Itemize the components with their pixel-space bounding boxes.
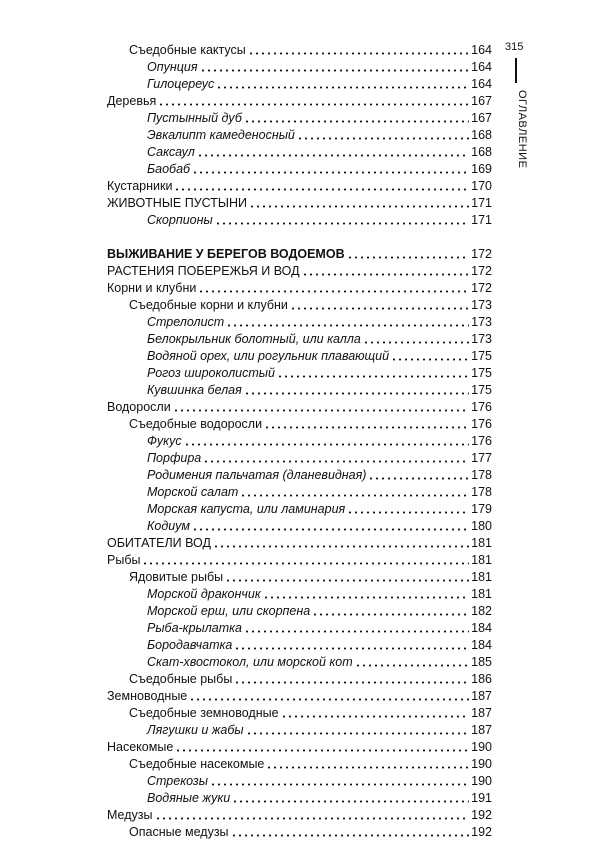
toc-entry[interactable] [107,331,492,348]
dot-leader [234,681,469,684]
toc-entry-title: Корни и клубни [107,281,197,295]
toc-entry-title: ВЫЖИВАНИЕ У БЕРЕГОВ ВОДОЕМОВ [107,247,345,261]
toc-entry[interactable] [107,144,492,161]
toc-entry[interactable] [107,586,492,603]
dot-leader [244,120,469,123]
toc-entry[interactable] [107,790,492,807]
toc-entry-title: Съедобные кактусы [129,43,246,57]
toc-entry-page: 184 [471,638,492,652]
toc-entry-page: 172 [471,281,492,295]
dot-leader [155,817,470,820]
running-head: ОГЛАВЛЕНИЕ [516,90,528,169]
dot-leader [297,137,469,140]
toc-entry[interactable] [107,382,492,399]
toc-entry-title: Родимения пальчатая (дланевидная) [147,468,367,482]
dot-leader [277,375,469,378]
toc-entry[interactable] [107,76,492,93]
section-gap [107,229,492,246]
dot-leader [249,205,469,208]
toc-entry[interactable] [107,297,492,314]
toc-entry-title: ОБИТАТЕЛИ ВОД [107,536,211,550]
toc-entry-page: 187 [471,689,492,703]
toc-entry-page: 176 [471,400,492,414]
dot-leader [234,647,469,650]
toc-entry-title: Морская капуста, или ламинария [147,502,346,516]
toc-entry[interactable] [107,178,492,195]
dot-leader [198,290,469,293]
dot-leader [347,256,470,259]
toc-entry-page: 181 [471,536,492,550]
dot-leader [281,715,470,718]
dot-leader [266,766,469,769]
toc-entry[interactable] [107,263,492,280]
toc-entry-title: ЖИВОТНЫЕ ПУСТЫНИ [107,196,247,210]
toc-entry-page: 187 [471,723,492,737]
toc-entry[interactable] [107,535,492,552]
toc-entry-page: 176 [471,417,492,431]
toc-entry[interactable] [107,688,492,705]
toc-entry-page: 186 [471,672,492,686]
toc-entry-title: Бородавчатка [147,638,233,652]
toc-entry-page: 169 [471,162,492,176]
table-of-contents [107,42,492,841]
toc-entry-title: Пустынный дуб [147,111,242,125]
toc-entry-title: Ядовитые рыбы [129,570,224,584]
toc-entry-page: 164 [471,60,492,74]
toc-entry-title: Съедобные водоросли [129,417,263,431]
toc-entry[interactable] [107,467,492,484]
toc-entry-title: Морской ерш, или скорпена [147,604,311,618]
toc-entry-page: 184 [471,621,492,635]
toc-entry-page: 190 [471,757,492,771]
toc-entry-title: Скорпионы [147,213,213,227]
toc-entry-page: 190 [471,774,492,788]
dot-leader [290,307,469,310]
toc-entry-page: 175 [471,383,492,397]
toc-entry-title: Рогоз широколистый [147,366,275,380]
toc-entry-title: Кувшинка белая [147,383,242,397]
toc-entry[interactable] [107,212,492,229]
dot-leader [184,443,470,446]
toc-entry-page: 168 [471,145,492,159]
dot-leader [246,732,470,735]
toc-entry-page: 178 [471,468,492,482]
toc-entry-title: Порфира [147,451,202,465]
toc-entry-page: 164 [471,77,492,91]
toc-entry[interactable] [107,705,492,722]
toc-entry-title: Морской салат [147,485,239,499]
toc-entry[interactable] [107,654,492,671]
toc-entry[interactable] [107,416,492,433]
toc-entry-title: Опасные медузы [129,825,229,839]
dot-leader [231,834,470,837]
toc-entry-title: Опунция [147,60,198,74]
dot-leader [158,103,469,106]
toc-entry-title: Съедобные корни и клубни [129,298,288,312]
toc-entry-page: 181 [471,570,492,584]
toc-entry[interactable] [107,569,492,586]
toc-entry-title: Рыбы [107,553,141,567]
toc-entry-page: 173 [471,298,492,312]
dot-leader [174,188,469,191]
toc-entry-page: 172 [471,247,492,261]
toc-entry[interactable] [107,722,492,739]
toc-entry[interactable] [107,807,492,824]
toc-entry-title: Гилоцереус [147,77,215,91]
toc-entry[interactable] [107,93,492,110]
dot-leader [264,426,469,429]
toc-entry-title: Съедобные рыбы [129,672,233,686]
toc-entry[interactable] [107,161,492,178]
dot-leader [363,341,469,344]
dot-leader [347,511,469,514]
toc-entry-title: Съедобные насекомые [129,757,265,771]
dot-leader [213,545,469,548]
toc-entry-page: 190 [471,740,492,754]
dot-leader [173,409,469,412]
toc-entry[interactable] [107,552,492,569]
toc-entry-title: Деревья [107,94,157,108]
toc-entry-page: 192 [471,808,492,822]
dot-leader [302,273,470,276]
toc-entry-title: Лягушки и жабы [147,723,244,737]
dot-leader [189,698,469,701]
toc-entry-page: 167 [471,111,492,125]
dot-leader [216,86,469,89]
toc-entry-title: Саксаул [147,145,195,159]
toc-entry-page: 176 [471,434,492,448]
dot-leader [225,579,469,582]
toc-entry-title: Водяные жуки [147,791,231,805]
toc-entry-page: 175 [471,366,492,380]
toc-entry-title: Фукус [147,434,182,448]
toc-entry-page: 192 [471,825,492,839]
dot-leader [263,596,469,599]
toc-entry[interactable] [107,127,492,144]
toc-entry[interactable] [107,365,492,382]
toc-entry-title: Водоросли [107,400,171,414]
toc-entry-title: Баобаб [147,162,191,176]
toc-entry[interactable] [107,824,492,841]
dot-leader [215,222,469,225]
toc-entry-title: Водяной орех, или рогульник плавающий [147,349,390,363]
dot-leader [226,324,469,327]
toc-entry-title: Стрелолист [147,315,225,329]
toc-entry-title: Морской дракончик [147,587,261,601]
toc-entry-page: 181 [471,587,492,601]
toc-entry-title: Насекомые [107,740,174,754]
toc-entry[interactable] [107,603,492,620]
toc-entry-page: 172 [471,264,492,278]
dot-leader [244,392,469,395]
toc-entry[interactable] [107,42,492,59]
toc-entry[interactable] [107,433,492,450]
toc-entry[interactable] [107,501,492,518]
toc-entry-page: 175 [471,349,492,363]
dot-leader [248,52,469,55]
dot-leader [175,749,469,752]
toc-entry[interactable] [107,773,492,790]
toc-entry-title: Белокрыльник болотный, или калла [147,332,361,346]
dot-leader [200,69,470,72]
toc-entry[interactable] [107,59,492,76]
toc-entry-title: РАСТЕНИЯ ПОБЕРЕЖЬЯ И ВОД [107,264,300,278]
toc-entry[interactable] [107,280,492,297]
dot-leader [232,800,469,803]
page-number: 315 [505,41,524,53]
toc-entry[interactable] [107,671,492,688]
dot-leader [312,613,469,616]
dot-leader [391,358,469,361]
toc-entry-page: 181 [471,553,492,567]
toc-entry-page: 179 [471,502,492,516]
toc-entry[interactable] [107,620,492,637]
toc-entry-page: 168 [471,128,492,142]
dot-leader [203,460,469,463]
toc-entry-title: Рыба-крылатка [147,621,243,635]
toc-entry-title: Земноводные [107,689,188,703]
toc-entry-page: 170 [471,179,492,193]
toc-entry-page: 177 [471,451,492,465]
dot-leader [192,528,469,531]
toc-entry-title: Скат-хвостокол, или морской кот [147,655,353,669]
toc-entry[interactable] [107,348,492,365]
dot-leader [368,477,469,480]
toc-entry[interactable] [107,110,492,127]
toc-entry-page: 182 [471,604,492,618]
toc-entry-page: 167 [471,94,492,108]
dot-leader [355,664,469,667]
toc-entry[interactable] [107,450,492,467]
dot-leader [197,154,469,157]
running-head-rule [515,58,517,83]
toc-entry[interactable] [107,739,492,756]
toc-entry[interactable] [107,756,492,773]
dot-leader [142,562,469,565]
toc-entry-title: Кустарники [107,179,173,193]
toc-entry-page: 173 [471,315,492,329]
toc-entry-page: 185 [471,655,492,669]
toc-entry-page: 180 [471,519,492,533]
toc-entry[interactable] [107,195,492,212]
dot-leader [210,783,469,786]
toc-entry-title: Кодиум [147,519,190,533]
toc-entry-title: Медузы [107,808,153,822]
toc-entry-page: 171 [471,196,492,210]
toc-entry-page: 164 [471,43,492,57]
toc-entry[interactable] [107,314,492,331]
toc-entry-title: Эвкалипт камеденосный [147,128,295,142]
dot-leader [244,630,469,633]
toc-entry-page: 171 [471,213,492,227]
toc-entry-page: 178 [471,485,492,499]
toc-entry-page: 191 [471,791,492,805]
toc-entry-title: Съедобные земноводные [129,706,279,720]
toc-entry[interactable] [107,246,492,263]
toc-entry-page: 173 [471,332,492,346]
dot-leader [192,171,469,174]
toc-entry[interactable] [107,518,492,535]
dot-leader [240,494,469,497]
toc-entry-page: 187 [471,706,492,720]
toc-entry[interactable] [107,399,492,416]
toc-entry[interactable] [107,637,492,654]
toc-entry[interactable] [107,484,492,501]
toc-entry-title: Стрекозы [147,774,208,788]
